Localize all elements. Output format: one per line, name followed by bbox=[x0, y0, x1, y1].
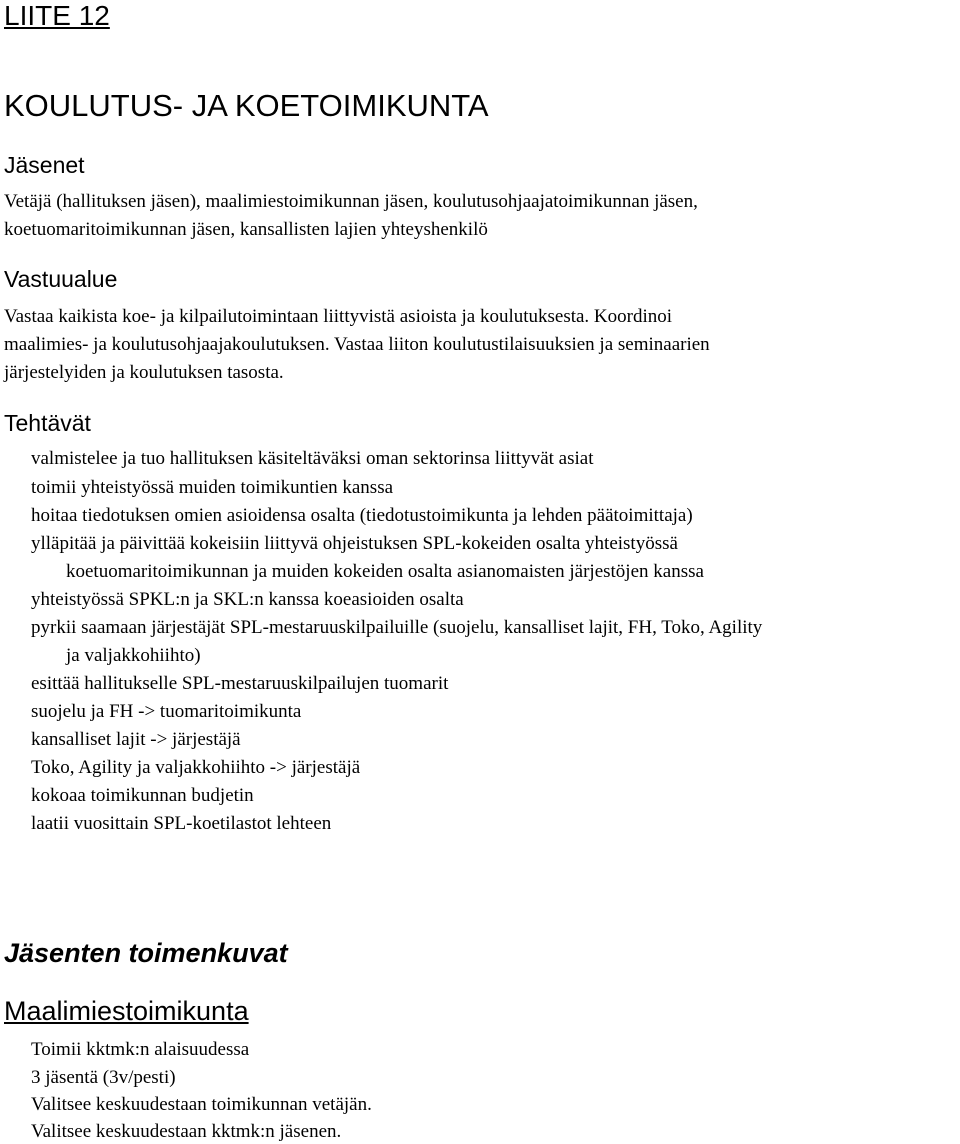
target-committee-line-4: Valitsee keskuudestaan kktmk:n jäsenen. bbox=[31, 1121, 342, 1142]
task-item: laatii vuosittain SPL-koetilastot lehteen bbox=[31, 813, 332, 834]
responsibility-line-3: järjestelyiden ja koulutuksen tasosta. bbox=[4, 362, 284, 383]
task-item-continuation: koetuomaritoimikunnan ja muiden kokeiden osalta asianomaisten järjestöjen kanssa bbox=[66, 561, 704, 582]
members-line-1: Vetäjä (hallituksen jäsen), maalimiestoimikunnan jäsen, koulutusohjaajatoimikunnan jäsen, bbox=[4, 191, 698, 212]
task-item: pyrkii saamaan järjestäjät SPL-mestaruuskilpailuille (suojelu, kansalliset lajit, FH, Toko, Agility bbox=[31, 617, 763, 638]
task-item: toimii yhteistyössä muiden toimikuntien kanssa bbox=[31, 477, 394, 498]
appendix-label: LIITE 12 bbox=[4, 0, 110, 31]
task-item: hoitaa tiedotuksen omien asioidensa osalta (tiedotustoimikunta ja lehden päätoimittaja) bbox=[31, 505, 693, 526]
task-item: valmistelee ja tuo hallituksen käsiteltäväksi oman sektorinsa liittyvät asiat bbox=[31, 448, 594, 469]
responsibility-heading: Vastuualue bbox=[4, 266, 118, 292]
task-item: Toko, Agility ja valjakkohiihto -> järjestäjä bbox=[31, 757, 361, 778]
task-item: esittää hallitukselle SPL-mestaruuskilpailujen tuomarit bbox=[31, 673, 449, 694]
task-item: yhteistyössä SPKL:n ja SKL:n kanssa koeasioiden osalta bbox=[31, 589, 464, 610]
target-committee-line-1: Toimii kktmk:n alaisuudessa bbox=[31, 1039, 250, 1060]
target-committee-line-2: 3 jäsentä (3v/pesti) bbox=[31, 1067, 176, 1088]
page-title: KOULUTUS- JA KOETOIMIKUNTA bbox=[4, 88, 489, 123]
task-item-continuation: ja valjakkohiihto) bbox=[66, 645, 201, 666]
members-line-2: koetuomaritoimikunnan jäsen, kansallisten lajien yhteyshenkilö bbox=[4, 219, 488, 240]
task-item: suojelu ja FH -> tuomaritoimikunta bbox=[31, 701, 302, 722]
member-roles-heading: Jäsenten toimenkuvat bbox=[4, 938, 288, 968]
responsibility-line-1: Vastaa kaikista koe- ja kilpailutoimintaan liittyvistä asioista ja koulutuksesta. Koordinoi bbox=[4, 306, 673, 327]
target-committee-line-3: Valitsee keskuudestaan toimikunnan vetäjän. bbox=[31, 1094, 372, 1115]
members-heading: Jäsenet bbox=[4, 152, 85, 178]
target-committee-heading: Maalimiestoimikunta bbox=[4, 996, 249, 1026]
responsibility-line-2: maalimies- ja koulutusohjaajakoulutuksen. Vastaa liiton koulutustilaisuuksien ja seminaarien bbox=[4, 334, 710, 355]
task-item: kansalliset lajit -> järjestäjä bbox=[31, 729, 241, 750]
task-item: kokoaa toimikunnan budjetin bbox=[31, 785, 254, 806]
tasks-heading: Tehtävät bbox=[4, 410, 91, 436]
task-item: ylläpitää ja päivittää kokeisiin liittyvä ohjeistuksen SPL-kokeiden osalta yhteistyössä bbox=[31, 533, 678, 554]
